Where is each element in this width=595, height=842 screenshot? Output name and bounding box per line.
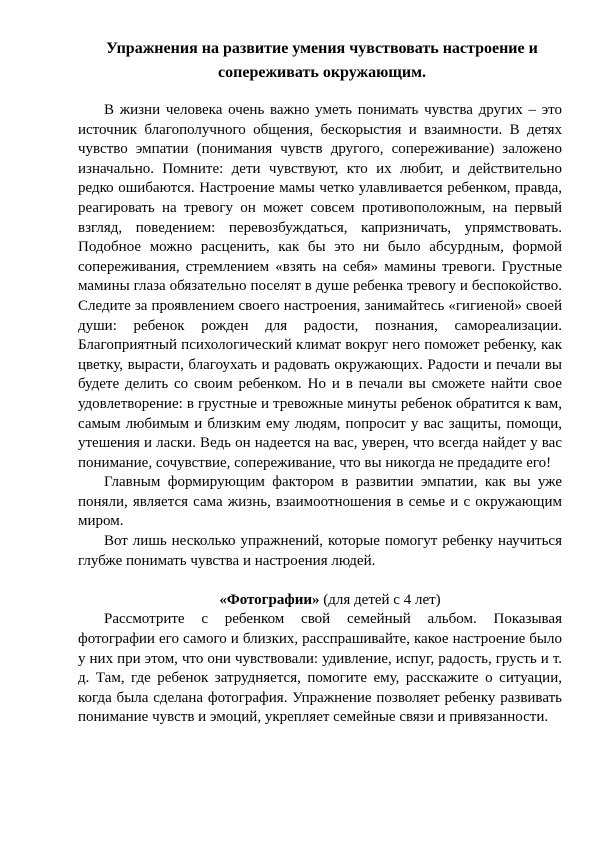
document-body <box>78 101 562 728</box>
section-spacer <box>78 571 562 591</box>
section-heading <box>78 591 562 611</box>
section-age-note: (для детей с 4 лет) <box>319 591 441 608</box>
paragraph-exercises-intro: Вот лишь несколько упражнений, которые помогут ребенку научиться глубже понимать чувства и настроения людей. <box>78 533 562 569</box>
section-description: Рассмотрите с ребенком свой семейный альбом. Показывая фотографии его самого и близких, расспрашивайте, какое настроение было у них при этом, что они чувствовали: удивление, испуг, радость, грусть и т. д. Там, где ребенок затрудняется, помогите ему, расскажите о ситуации, когда была сделана фотография. Упражнение позволяет ребенку развивать понимание чувств и эмоций, укрепляет семейные связи и привязанности. <box>78 611 562 726</box>
paragraph-main-factor: Главным формирующим фактором в развитии эмпатии, как вы уже поняли, является сама жизнь, взаимоотношения в семье и с окружающим миром. <box>78 474 562 530</box>
page-title: Упражнения на развитие умения чувствовать настроение и сопереживать окружающим. <box>106 40 538 81</box>
section-name: «Фотографии» <box>219 591 320 608</box>
paragraph-intro: В жизни человека очень важно уметь понимать чувства других – это источник благополучного общения, бескорыстия и взаимности. В детях чувство эмпатии (понимания чувств другого, сопереживание) заложено изначально. Помните: дети чувствуют, кто их любит, и действительно редко ошибаются. Настроение мамы четко улавливается ребенком, правда, реагировать на тревогу он может совсем противоположным, на первый взгляд, поведением: перевозбуждаться, капризничать, упрямствовать. Подобное можно расценить, как бы это ни было абсурдным, формой сопереживания, стремлением «взять на себя» мамины тревоги. Грустные мамины глаза обязательно поселят в душе ребенка тревогу и беспокойство. Следите за проявлением своего настроения, занимайтесь «гигиеной» своей души: ребенок рожден для радости, познания, самореализации. Благоприятный психологический климат вокруг него поможет ребенку, как цветку, вырасти, благоухать и радовать окружающих. Радости и печали вы будете делить со своим ребенком. Но и в печали вы сможете найти свое удовлетворение: в грустные и тревожные минуты ребенок обратится к вам, самым любимым и близким ему людям, попросит у вас защиты, помощи, утешения и ласки. Ведь он надеется на вас, уверен, что всегда найдет у вас понимание, сочувствие, сопереживание, что вы никогда не предадите его! <box>78 102 562 471</box>
